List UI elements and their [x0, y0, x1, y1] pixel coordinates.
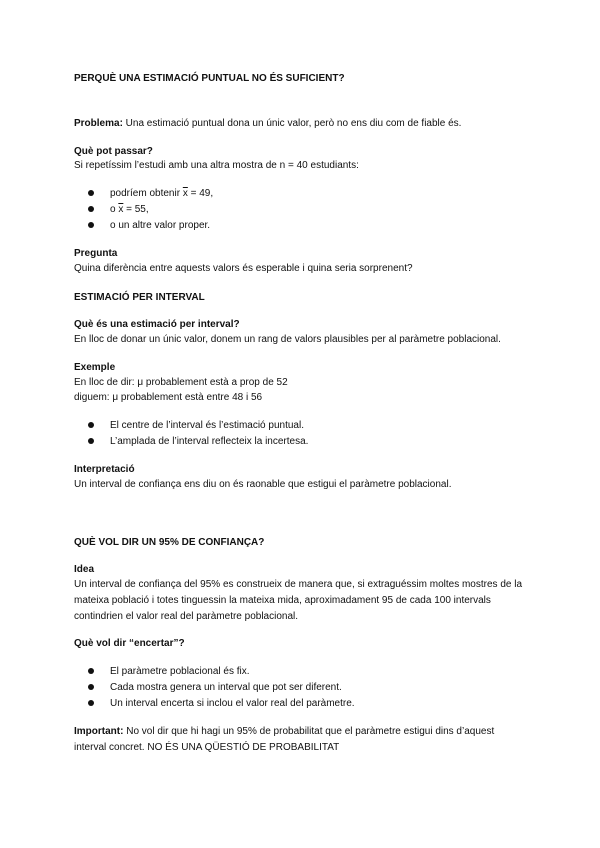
bullet-dot	[88, 422, 94, 428]
que-es-heading: Què és una estimació per interval?	[74, 319, 240, 330]
section-title-confidence: QUÈ VOL DIR UN 95% DE CONFIANÇA?	[74, 537, 265, 548]
idea-line: Un interval de confiança del 95% es construeix de manera que, si extraguéssim moltes mostres de la	[74, 579, 523, 590]
important-label: Important:	[74, 726, 124, 737]
problema-paragraph	[74, 117, 461, 130]
problema-text: Una estimació puntual dona un únic valor, però no ens diu com de fiable és.	[122, 118, 462, 129]
exemple-line: En lloc de dir: μ probablement està a prop de 52	[74, 377, 288, 388]
section-title-interval-estimate: ESTIMACIÓ PER INTERVAL	[74, 292, 205, 303]
idea-line: contindrien el valor real del paràmetre poblacional.	[74, 611, 299, 622]
idea-heading: Idea	[74, 564, 95, 575]
x-bar-symbol: $\overline{x}$	[118, 204, 124, 215]
bullet-dot	[88, 438, 94, 444]
pregunta-text: Quina diferència entre aquests valors és esperable i quina seria sorprenent?	[74, 263, 413, 274]
x-bar-symbol: $\overline{x}$	[182, 188, 188, 199]
exemple-heading: Exemple	[74, 362, 116, 373]
list-item: Un interval encerta si inclou el valor real del paràmetre.	[110, 698, 355, 709]
bullet-dot	[88, 206, 94, 212]
important-paragraph	[74, 725, 494, 738]
que-es-text: En lloc de donar un únic valor, donem un rang de valors plausibles per al paràmetre poblacional.	[74, 334, 501, 345]
important-line: interval concret. NO ÉS UNA QÜESTIÓ DE PROBABILITAT	[74, 742, 340, 753]
list-item: El centre de l’interval és l’estimació puntual.	[110, 420, 304, 431]
list-item: o un altre valor proper.	[110, 220, 211, 231]
exemple-line: diguem: μ probablement està entre 48 i 56	[74, 392, 263, 403]
problema-label: Problema:	[74, 118, 123, 129]
list-item-text: podríem obtenir	[110, 188, 183, 199]
important-text: No vol dir que hi hagi un 95% de probabilitat que el paràmetre estigui dins d’aquest	[123, 726, 495, 737]
encertar-heading: Què vol dir “encertar”?	[74, 638, 185, 649]
list-item-value: = 49,	[187, 188, 214, 199]
interpretacio-heading: Interpretació	[74, 464, 135, 475]
interpretacio-text: Un interval de confiança ens diu on és raonable que estigui el paràmetre poblacional.	[74, 479, 452, 490]
bullet-dot	[88, 222, 94, 228]
list-item: El paràmetre poblacional és fix.	[110, 666, 250, 677]
pregunta-heading: Pregunta	[74, 248, 118, 259]
que-pot-passar-heading: Què pot passar?	[74, 146, 153, 157]
section-title-point-estimate: PERQUÈ UNA ESTIMACIÓ PUNTUAL NO ÉS SUFICIENT?	[74, 73, 345, 84]
bullet-dot	[88, 700, 94, 706]
bullet-dot	[88, 668, 94, 674]
bullet-dot	[88, 190, 94, 196]
list-item	[110, 203, 149, 216]
bullet-dot	[88, 684, 94, 690]
list-item-value: = 55,	[123, 204, 149, 215]
que-pot-passar-text: Si repetíssim l’estudi amb una altra mostra de n = 40 estudiants:	[74, 160, 359, 171]
list-item-text: o	[110, 204, 119, 215]
idea-line: mateixa població i totes tinguessin la mateixa mida, aproximadament 95 de cada 100 intervals	[74, 595, 491, 606]
list-item: L’amplada de l’interval reflecteix la incertesa.	[110, 436, 309, 447]
list-item	[110, 187, 213, 200]
list-item: Cada mostra genera un interval que pot ser diferent.	[110, 682, 342, 693]
